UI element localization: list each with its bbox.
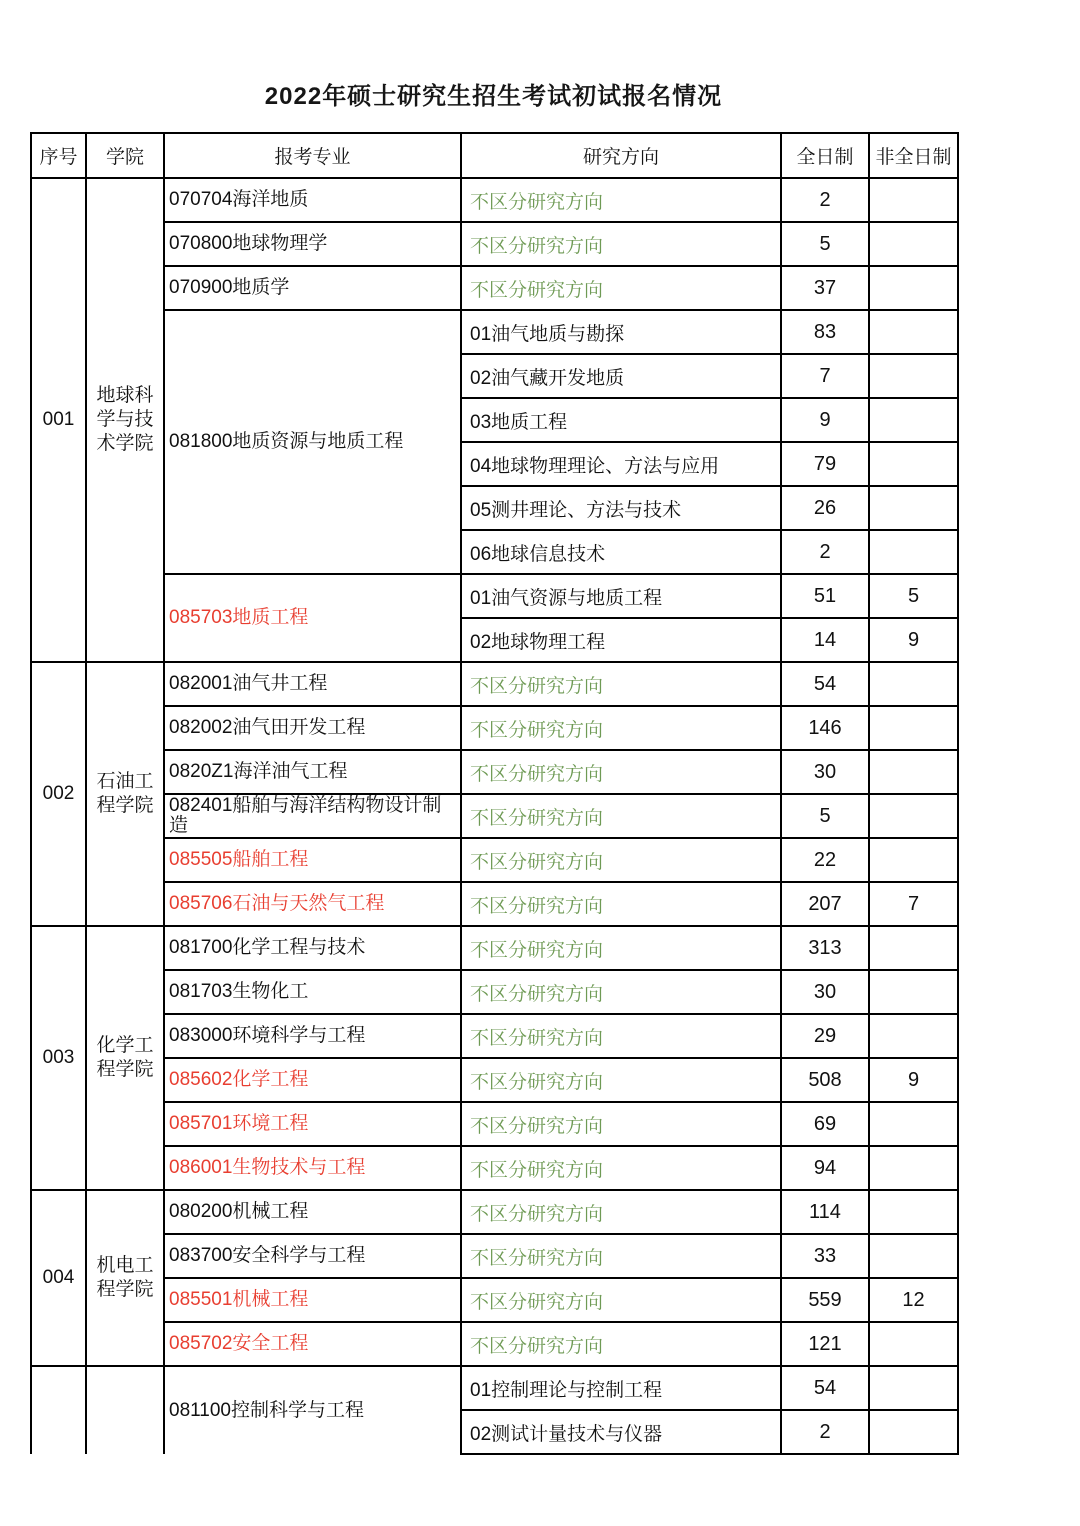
fulltime-count: 37 <box>781 266 869 310</box>
research-direction: 03地质工程 <box>461 398 781 442</box>
fulltime-count: 121 <box>781 1322 869 1366</box>
fulltime-count: 29 <box>781 1014 869 1058</box>
major-name: 082002油气田开发工程 <box>164 706 461 750</box>
col-header-major: 报考专业 <box>164 133 461 178</box>
parttime-count <box>869 794 958 838</box>
table-row <box>31 926 958 970</box>
table-row <box>31 882 958 926</box>
research-direction: 01油气地质与勘探 <box>461 310 781 354</box>
table-row <box>31 178 958 222</box>
page-title: 2022年硕士研究生招生考试初试报名情况 <box>264 83 723 110</box>
parttime-count <box>869 310 958 354</box>
research-direction: 不区分研究方向 <box>461 1322 781 1366</box>
major-name: 082001油气井工程 <box>164 662 461 706</box>
table-row <box>31 1014 958 1058</box>
major-name: 085501机械工程 <box>164 1278 461 1322</box>
research-direction: 02地球物理工程 <box>461 618 781 662</box>
major-name: 070900地质学 <box>164 266 461 310</box>
fulltime-count: 54 <box>781 662 869 706</box>
fulltime-count: 2 <box>781 178 869 222</box>
table-row <box>31 750 958 794</box>
major-name: 081100控制科学与工程 <box>164 1366 461 1454</box>
research-direction: 不区分研究方向 <box>461 1190 781 1234</box>
parttime-count <box>869 1366 958 1410</box>
fulltime-count: 207 <box>781 882 869 926</box>
table-row <box>31 1322 958 1366</box>
fulltime-count: 2 <box>781 1410 869 1454</box>
major-name: 081700化学工程与技术 <box>164 926 461 970</box>
col-header-no: 序号 <box>31 133 86 178</box>
fulltime-count: 30 <box>781 750 869 794</box>
major-name: 085602化学工程 <box>164 1058 461 1102</box>
fulltime-count: 33 <box>781 1234 869 1278</box>
major-name: 081800地质资源与地质工程 <box>164 310 461 574</box>
research-direction: 不区分研究方向 <box>461 662 781 706</box>
major-name: 085703地质工程 <box>164 574 461 662</box>
table-row <box>31 838 958 882</box>
research-direction: 不区分研究方向 <box>461 882 781 926</box>
parttime-count <box>869 970 958 1014</box>
major-name: 081703生物化工 <box>164 970 461 1014</box>
fulltime-count: 83 <box>781 310 869 354</box>
fulltime-count: 146 <box>781 706 869 750</box>
research-direction: 不区分研究方向 <box>461 266 781 310</box>
section-number: 004 <box>31 1190 86 1366</box>
major-name: 085702安全工程 <box>164 1322 461 1366</box>
fulltime-count: 559 <box>781 1278 869 1322</box>
major-name: 085505船舶工程 <box>164 838 461 882</box>
major-name: 083700安全科学与工程 <box>164 1234 461 1278</box>
table-row <box>31 1366 958 1410</box>
research-direction: 01油气资源与地质工程 <box>461 574 781 618</box>
college-name: 化学工程学院 <box>86 926 164 1190</box>
table-row <box>31 662 958 706</box>
table-row <box>31 574 958 618</box>
table-row <box>31 706 958 750</box>
col-header-direction: 研究方向 <box>461 133 781 178</box>
fulltime-count: 5 <box>781 222 869 266</box>
parttime-count <box>869 222 958 266</box>
fulltime-count: 2 <box>781 530 869 574</box>
section-number: 003 <box>31 926 86 1190</box>
fulltime-count: 69 <box>781 1102 869 1146</box>
research-direction: 不区分研究方向 <box>461 794 781 838</box>
parttime-count <box>869 398 958 442</box>
research-direction: 不区分研究方向 <box>461 1234 781 1278</box>
major-name: 086001生物技术与工程 <box>164 1146 461 1190</box>
fulltime-count: 9 <box>781 398 869 442</box>
college-name: 机电工程学院 <box>86 1190 164 1366</box>
research-direction: 不区分研究方向 <box>461 178 781 222</box>
research-direction: 06地球信息技术 <box>461 530 781 574</box>
major-name: 0820Z1海洋油气工程 <box>164 750 461 794</box>
major-name: 080200机械工程 <box>164 1190 461 1234</box>
parttime-count <box>869 1234 958 1278</box>
fulltime-count: 30 <box>781 970 869 1014</box>
fulltime-count: 5 <box>781 794 869 838</box>
parttime-count <box>869 1410 958 1454</box>
parttime-count: 9 <box>869 1058 958 1102</box>
fulltime-count: 51 <box>781 574 869 618</box>
parttime-count: 7 <box>869 882 958 926</box>
fulltime-count: 94 <box>781 1146 869 1190</box>
parttime-count <box>869 442 958 486</box>
parttime-count <box>869 486 958 530</box>
fulltime-count: 54 <box>781 1366 869 1410</box>
fulltime-count: 22 <box>781 838 869 882</box>
table-row <box>31 310 958 354</box>
major-name: 083000环境科学与工程 <box>164 1014 461 1058</box>
research-direction: 02测试计量技术与仪器 <box>461 1410 781 1454</box>
table-row <box>31 794 958 838</box>
research-direction: 不区分研究方向 <box>461 926 781 970</box>
parttime-count: 9 <box>869 618 958 662</box>
parttime-count <box>869 354 958 398</box>
research-direction: 不区分研究方向 <box>461 222 781 266</box>
table-row <box>31 1278 958 1322</box>
major-name: 082401船舶与海洋结构物设计制造 <box>164 794 461 838</box>
section-number <box>31 1366 86 1454</box>
fulltime-count: 79 <box>781 442 869 486</box>
parttime-count <box>869 530 958 574</box>
parttime-count <box>869 178 958 222</box>
table-row <box>31 970 958 1014</box>
research-direction: 01控制理论与控制工程 <box>461 1366 781 1410</box>
research-direction: 不区分研究方向 <box>461 706 781 750</box>
research-direction: 04地球物理理论、方法与应用 <box>461 442 781 486</box>
table-row <box>31 266 958 310</box>
research-direction: 不区分研究方向 <box>461 1014 781 1058</box>
registration-table <box>30 132 959 1455</box>
research-direction: 不区分研究方向 <box>461 970 781 1014</box>
college-name <box>86 1366 164 1454</box>
parttime-count <box>869 926 958 970</box>
major-name: 085706石油与天然气工程 <box>164 882 461 926</box>
col-header-parttime: 非全日制 <box>869 133 958 178</box>
college-name: 石油工程学院 <box>86 662 164 926</box>
header-row <box>31 133 958 178</box>
research-direction: 不区分研究方向 <box>461 1146 781 1190</box>
table-row <box>31 1234 958 1278</box>
parttime-count <box>869 1146 958 1190</box>
major-name: 085701环境工程 <box>164 1102 461 1146</box>
table-row <box>31 1190 958 1234</box>
table-row <box>31 1102 958 1146</box>
table-row <box>31 222 958 266</box>
fulltime-count: 26 <box>781 486 869 530</box>
parttime-count <box>869 750 958 794</box>
table-row <box>31 1146 958 1190</box>
parttime-count <box>869 838 958 882</box>
col-header-fulltime: 全日制 <box>781 133 869 178</box>
section-number: 002 <box>31 662 86 926</box>
fulltime-count: 7 <box>781 354 869 398</box>
table-row <box>31 1058 958 1102</box>
section-number: 001 <box>31 178 86 662</box>
major-name: 070800地球物理学 <box>164 222 461 266</box>
research-direction: 不区分研究方向 <box>461 1058 781 1102</box>
research-direction: 不区分研究方向 <box>461 1102 781 1146</box>
parttime-count <box>869 1102 958 1146</box>
research-direction: 不区分研究方向 <box>461 750 781 794</box>
fulltime-count: 114 <box>781 1190 869 1234</box>
parttime-count <box>869 706 958 750</box>
research-direction: 02油气藏开发地质 <box>461 354 781 398</box>
research-direction: 05测井理论、方法与技术 <box>461 486 781 530</box>
college-name: 地球科学与技术学院 <box>86 178 164 662</box>
parttime-count <box>869 266 958 310</box>
major-name: 070704海洋地质 <box>164 178 461 222</box>
parttime-count: 12 <box>869 1278 958 1322</box>
research-direction: 不区分研究方向 <box>461 1278 781 1322</box>
fulltime-count: 14 <box>781 618 869 662</box>
parttime-count <box>869 1190 958 1234</box>
research-direction: 不区分研究方向 <box>461 838 781 882</box>
parttime-count: 5 <box>869 574 958 618</box>
fulltime-count: 313 <box>781 926 869 970</box>
fulltime-count: 508 <box>781 1058 869 1102</box>
parttime-count <box>869 1014 958 1058</box>
parttime-count <box>869 662 958 706</box>
parttime-count <box>869 1322 958 1366</box>
col-header-college: 学院 <box>86 133 164 178</box>
